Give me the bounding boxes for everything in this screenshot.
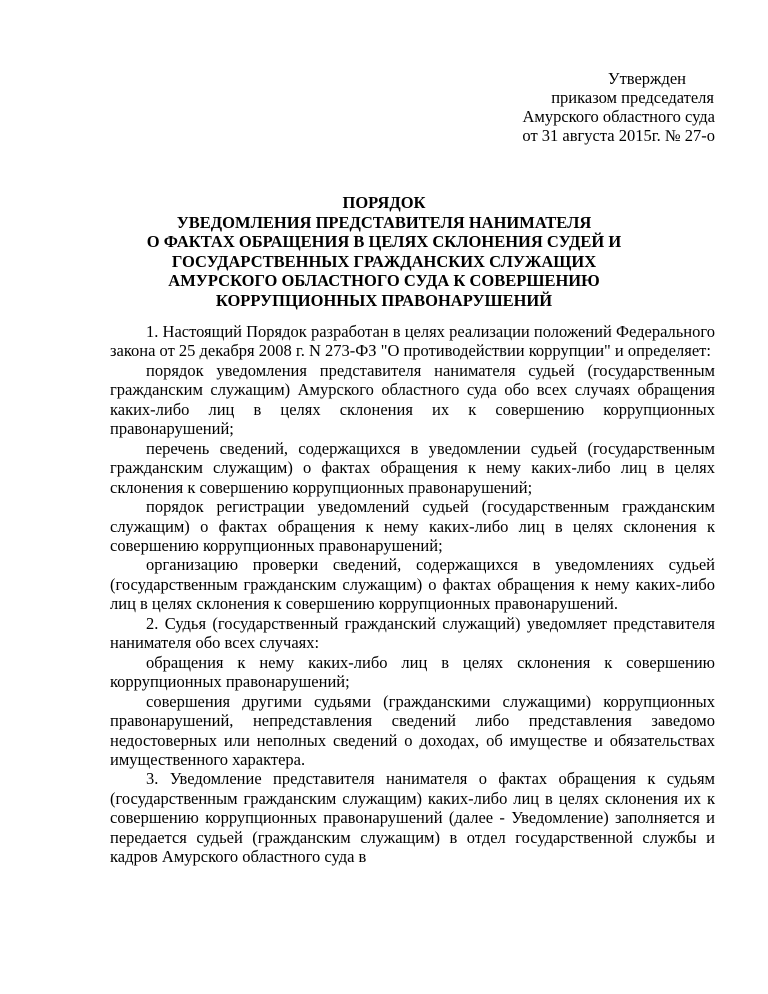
approval-line-4: от 31 августа 2015г. № 27-о: [522, 126, 715, 145]
approval-line-1: Утвержден: [607, 69, 686, 88]
paragraph-7: обращения к нему каких-либо лиц в целях склонения к совершению коррупционных правонарушений;: [110, 652, 715, 692]
approval-block: [470, 69, 715, 145]
title-line-6: КОРРУПЦИОННЫХ ПРАВОНАРУШЕНИЙ: [215, 290, 553, 310]
title-line-3: О ФАКТАХ ОБРАЩЕНИЯ В ЦЕЛЯХ СКЛОНЕНИЯ СУДЕЙ И: [146, 232, 622, 251]
approval-line-3: Амурского областного суда: [522, 107, 715, 126]
document-body: [110, 322, 715, 867]
title-line-1: ПОРЯДОК: [342, 193, 426, 212]
paragraph-8: совершения другими судьями (гражданскими служащими) коррупционных правонарушений, непредставления сведений либо представления заведомо недостоверных или неполных сведений о доходах, об имуществе и обязательствах имущественного характера.: [110, 691, 715, 769]
paragraph-2: порядок уведомления представителя нанимателя судьей (государственным гражданским служащим) Амурского областного суда обо всех случаях обращения каких-либо лиц в целях склонения их к совершению коррупционных правонарушений;: [110, 360, 715, 439]
title-line-2: УВЕДОМЛЕНИЯ ПРЕДСТАВИТЕЛЯ НАНИМАТЕЛЯ: [176, 212, 592, 232]
title-line-4: ГОСУДАРСТВЕННЫХ ГРАЖДАНСКИХ СЛУЖАЩИХ: [171, 251, 597, 271]
paragraph-6: 2. Судья (государственный гражданский служащий) уведомляет представителя нанимателя обо всех случаях:: [110, 613, 715, 653]
approval-line-2: приказом председателя: [551, 88, 714, 107]
title-line-5: АМУРСКОГО ОБЛАСТНОГО СУДА К СОВЕРШЕНИЮ: [168, 271, 600, 290]
paragraph-9: 3. Уведомление представителя нанимателя о фактах обращения к судьям (государственным гражданским служащим) каких-либо лиц в целях склонения их к совершению коррупционных правонарушений (далее - Уведомление) заполняется и передается судьей (гражданским служащим) в отдел государственной службы и кадров Амурского областного суда в: [110, 769, 715, 867]
paragraph-1: 1. Настоящий Порядок разработан в целях реализации положений Федерального закона от 25 декабря 2008 г. N 273-ФЗ "О противодействии коррупции" и определяет:: [110, 322, 715, 361]
paragraph-4: порядок регистрации уведомлений судьей (государственным гражданским служащим) о фактах обращения к нему каких-либо лиц в целях склонения к совершению коррупционных правонарушений;: [110, 497, 715, 555]
paragraph-5: организацию проверки сведений, содержащихся в уведомлениях судьей (государственным гражданским служащим) о фактах обращения к нему каких-либо лиц в целях склонения к совершению коррупционных правонарушений.: [110, 555, 715, 614]
document-title: [110, 193, 658, 310]
paragraph-3: перечень сведений, содержащихся в уведомлении судьей (государственным гражданским служащим) о фактах обращения к нему каких-либо лиц в целях склонения к совершению коррупционных правонарушений;: [110, 438, 715, 497]
